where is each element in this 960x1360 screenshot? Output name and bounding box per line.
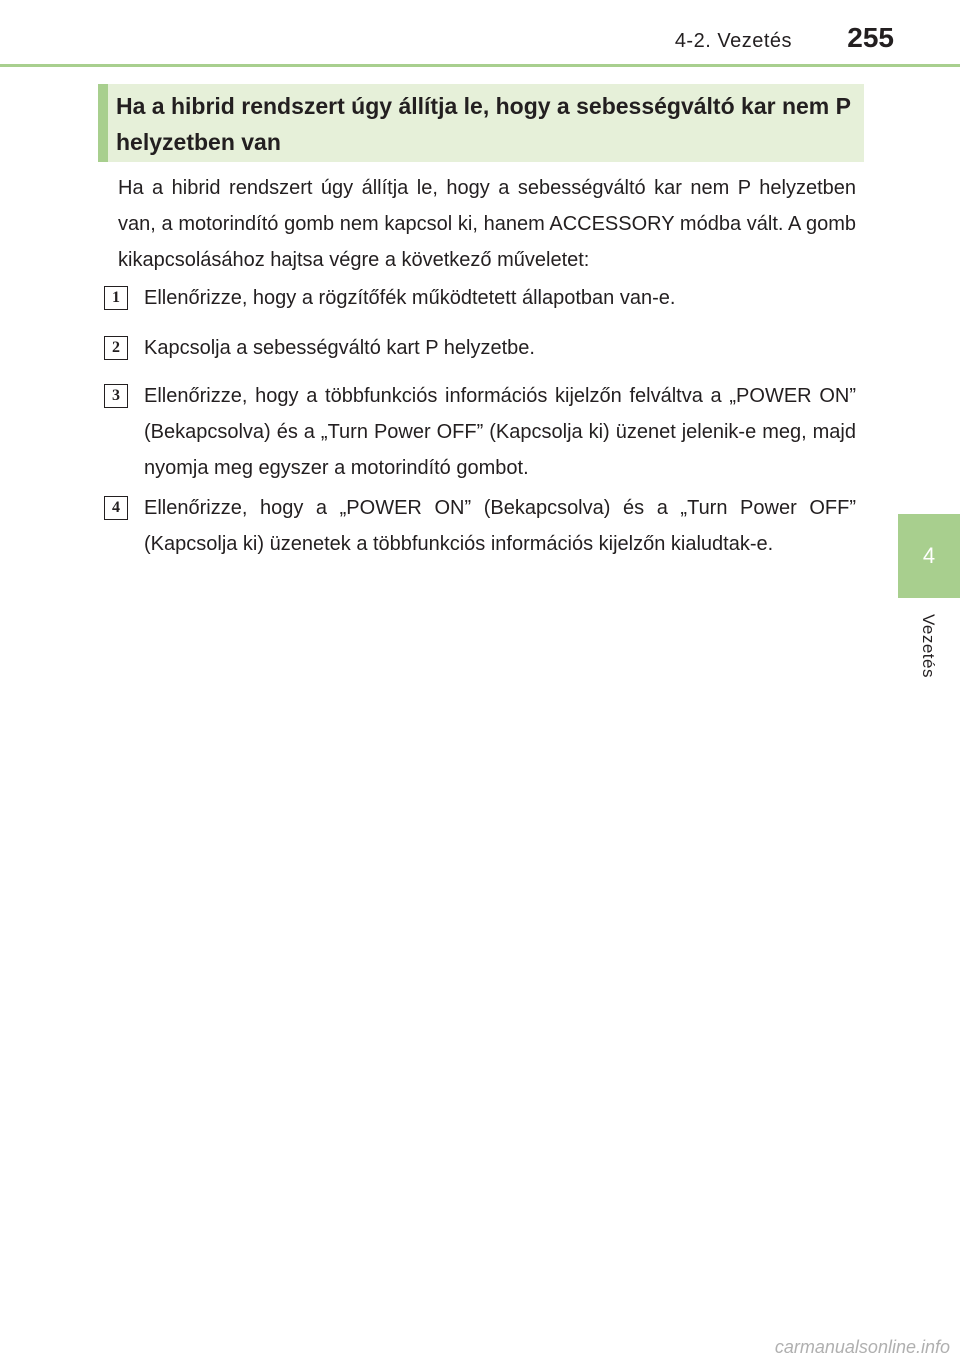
step-item: [104, 490, 856, 562]
step-item: [104, 378, 856, 486]
step-item: [104, 330, 856, 366]
step-item: [104, 280, 856, 316]
step-text: Ellenőrizze, hogy a többfunkciós információs kijelzőn felváltva a „POWER ON” (Bekapcsolva) és a „Turn Power OFF” (Kapcsolja ki) üzenet jelenik-e meg, majd nyomja meg egyszer a motorindító gombot.: [144, 385, 856, 479]
step-text: Ellenőrizze, hogy a rögzítőfék működtetett állapotban van-e.: [144, 287, 676, 309]
header-rule: [0, 64, 960, 67]
section-title-box: [98, 84, 864, 162]
section-title: Ha a hibrid rendszert úgy állítja le, hogy a sebességváltó kar nem P helyzetben van: [116, 93, 851, 155]
step-number-badge: 4: [104, 496, 128, 520]
section-label: 4-2. Vezetés: [674, 30, 792, 52]
page-header: [0, 0, 960, 68]
chapter-label-text: Vezetés: [919, 614, 938, 678]
chapter-label: [910, 606, 946, 686]
watermark: carmanualsonline.info: [774, 1337, 950, 1357]
chapter-tab: 4: [898, 514, 960, 598]
page-number: 255: [847, 22, 894, 53]
intro-paragraph: Ha a hibrid rendszert úgy állítja le, hogy a sebességváltó kar nem P helyzetben van, a motorindító gomb nem kapcsol ki, hanem ACCESSORY módba vált. A gomb kikapcsolásához hajtsa végre a következő műveletet:: [118, 177, 856, 271]
step-number-badge: 2: [104, 336, 128, 360]
step-number-badge: 1: [104, 286, 128, 310]
step-number-badge: 3: [104, 384, 128, 408]
step-text: Kapcsolja a sebességváltó kart P helyzetbe.: [144, 337, 535, 359]
step-text: Ellenőrizze, hogy a „POWER ON” (Bekapcsolva) és a „Turn Power OFF” (Kapcsolja ki) üzenetek a többfunkciós információs kijelzőn kialudtak-e.: [144, 497, 856, 555]
